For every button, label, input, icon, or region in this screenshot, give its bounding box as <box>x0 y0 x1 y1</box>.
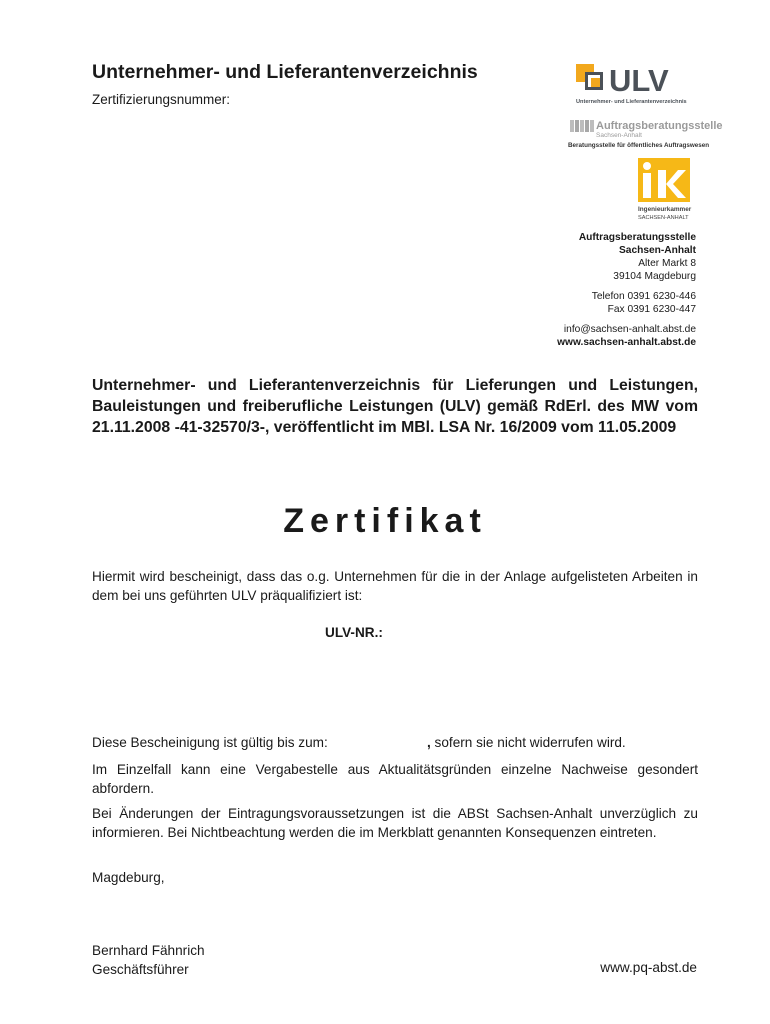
individual-case-paragraph: Im Einzelfall kann eine Vergabestelle aus Aktualitätsgründen einzelne Nachweise gesondert abfordern. <box>92 762 698 796</box>
signer-role: Geschäftsführer <box>92 962 189 977</box>
contact-org-line2: Sachsen-Anhalt <box>619 245 696 256</box>
document-title: Unternehmer- und Lieferantenverzeichnis <box>92 61 478 83</box>
contact-org-line1: Auftragsberatungsstelle <box>578 232 696 243</box>
abst-logo-subtitle: Beratungsstelle für öffentliches Auftragswesen <box>568 142 710 149</box>
contact-block <box>557 231 696 349</box>
footer-website-link[interactable]: www.pq-abst.de <box>600 960 697 975</box>
signer-name: Bernhard Fähnrich <box>92 943 205 958</box>
ulv-number-label: ULV-NR.: <box>325 625 383 640</box>
ulv-logo-text: ULV <box>609 63 669 98</box>
validity-suffix-text: sofern sie nicht widerrufen wird. <box>430 735 626 750</box>
certificate-title: Zertifikat <box>283 502 487 540</box>
contact-email[interactable]: info@sachsen-anhalt.abst.de <box>563 324 696 335</box>
ingenieurkammer-logo <box>636 156 696 222</box>
contact-street: Alter Markt 8 <box>638 258 696 269</box>
contact-city: 39104 Magdeburg <box>613 271 696 282</box>
signer-block <box>92 941 205 979</box>
regulation-heading: Unternehmer- und Lieferantenverzeichnis für Lieferungen und Leistungen, Bauleistungen und freiberufliche Leistungen (ULV) gemäß RdErl. des MW vom 21.11.2008 -41-32570/3-, veröffentlicht im MBl. LSA Nr. 16/2009 vom 11.05.2009 <box>92 377 698 436</box>
contact-phone: Telefon 0391 6230-446 <box>591 291 696 302</box>
abst-logo-title: Auftragsberatungsstelle <box>596 120 723 132</box>
ik-logo-line1: Ingenieurkammer <box>638 206 692 213</box>
ik-logo-line2: SACHSEN-ANHALT <box>638 215 689 221</box>
contact-website[interactable]: www.sachsen-anhalt.abst.de <box>557 337 696 348</box>
intro-paragraph: Hiermit wird bescheinigt, dass das o.g. Unternehmen für die in der Anlage aufgelisteten Arbeiten in dem bei uns geführten ULV präqualifiziert ist: <box>92 569 698 603</box>
ulv-logo <box>574 60 700 108</box>
abst-logo <box>568 116 723 152</box>
place-label: Magdeburg, <box>92 870 165 885</box>
validity-comma: , <box>427 735 431 750</box>
changes-paragraph: Bei Änderungen der Eintragungsvoraussetzungen ist die ABSt Sachsen-Anhalt unverzüglich zu informieren. Bei Nichtbeachtung werden die im Merkblatt genannten Konsequenzen eintreten. <box>92 806 698 840</box>
validity-label: Diese Bescheinigung ist gültig bis zum: <box>92 735 328 750</box>
certificate-number-label: Zertifizierungsnummer: <box>92 92 231 107</box>
ulv-logo-subtitle: Unternehmer- und Lieferantenverzeichnis <box>576 99 687 105</box>
abst-logo-region: Sachsen-Anhalt <box>596 132 642 139</box>
validity-suffix <box>427 735 626 750</box>
contact-fax: Fax 0391 6230-447 <box>607 304 696 315</box>
